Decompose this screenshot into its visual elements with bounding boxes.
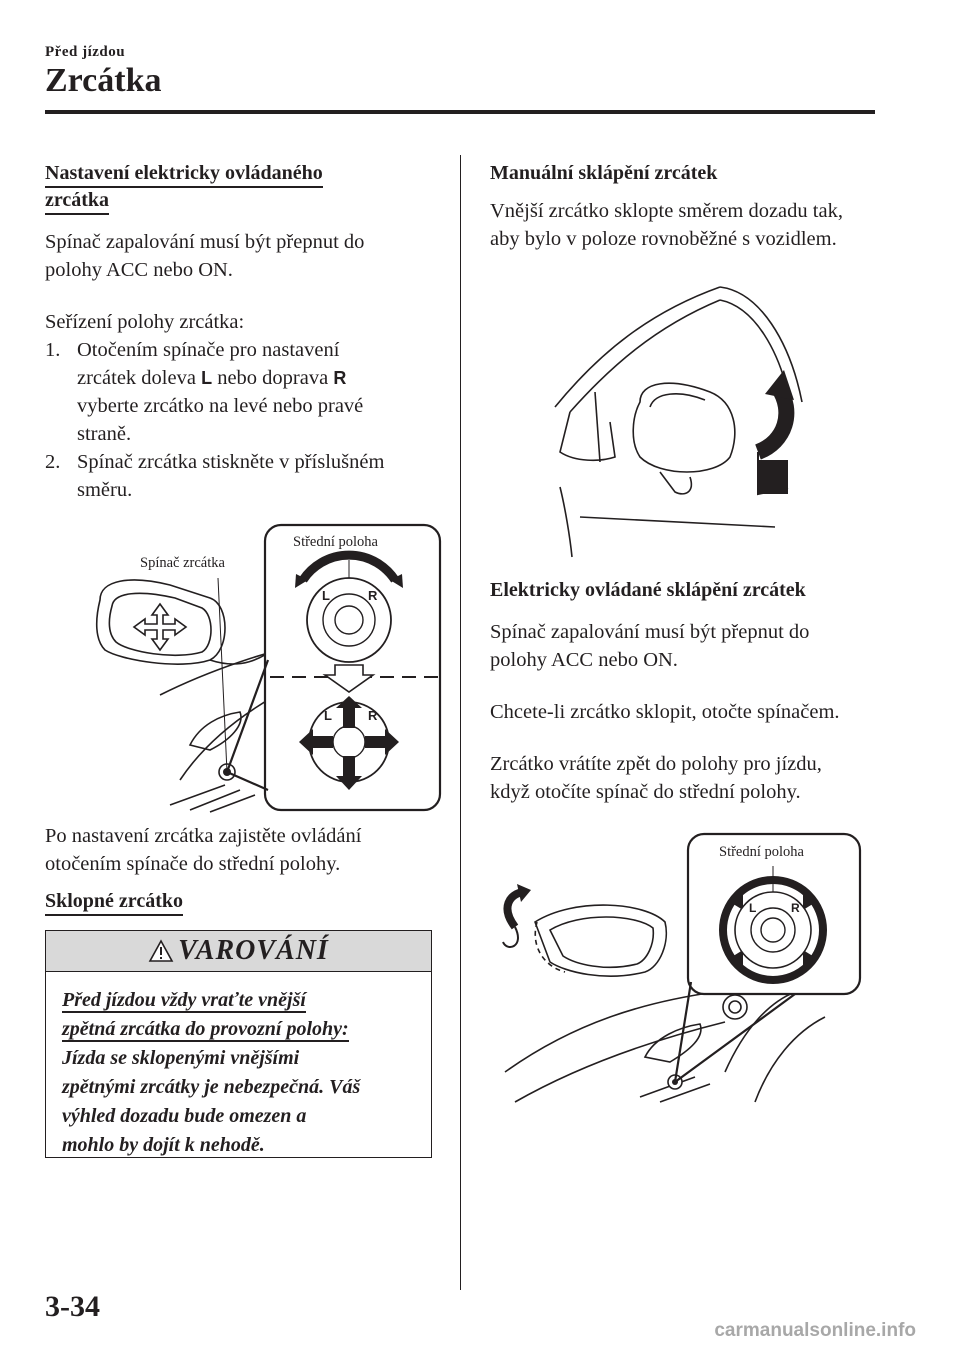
paragraph-fold: Chcete-li zrcátko sklopit, otočte spínačem. xyxy=(490,701,840,723)
figure-electric-fold xyxy=(495,832,865,1122)
warning-header xyxy=(46,931,431,972)
right-column-lower xyxy=(490,577,890,806)
chapter-title: Před jízdou xyxy=(45,44,126,60)
paragraph-return: Zrcátko vrátíte zpět do polohy pro jízdu, když otočíte spínač do střední polohy. xyxy=(490,753,822,803)
warning-title: VAROVÁNÍ xyxy=(178,935,329,966)
right-column xyxy=(490,160,890,253)
heading-electric-mirror: Nastavení elektricky ovládaného zrcátka xyxy=(45,160,440,214)
electric-fold-illustration xyxy=(495,832,865,1122)
heading-manual-folding: Manuální sklápění zrcátek xyxy=(490,162,718,184)
watermark-text: carmanualsonline.info xyxy=(714,1320,916,1341)
heading-folding-mirror: Sklopné zrcátko xyxy=(45,888,440,915)
figure-manual-fold xyxy=(540,282,810,562)
warning-text: Před jízdou vždy vraťte vnější zpětná zrcátka do provozní polohy: Jízda se sklopenými vnějšími zpětnými zrcátky je nebezpečná. Váš výhled dozadu bude omezen a mohlo by dojít k nehodě. xyxy=(62,989,361,1156)
warning-triangle-icon xyxy=(148,939,174,963)
paragraph-ignition: Spínač zapalování musí být přepnut do polohy ACC nebo ON. xyxy=(45,231,365,281)
knob-l-label: L xyxy=(322,588,330,603)
knob-r-label: R xyxy=(791,901,800,915)
paragraph-adjust: Seřízení polohy zrcátka: xyxy=(45,311,245,333)
figure-mirror-switch xyxy=(90,520,445,815)
warning-box xyxy=(45,930,432,1158)
paragraph-ignition-right: Spínač zapalování musí být přepnut do polohy ACC nebo ON. xyxy=(490,621,810,671)
knob-l-label: L xyxy=(749,901,757,915)
header-rule xyxy=(45,110,875,114)
knob-l-label: L xyxy=(324,708,332,723)
label-mirror-switch: Spínač zrcátka xyxy=(140,555,225,571)
paragraph-manual-folding: Vnější zrcátko sklopte směrem dozadu tak, aby bylo v poloze rovnoběžné s vozidlem. xyxy=(490,200,843,250)
column-divider xyxy=(460,155,461,1290)
section-title: Zrcátka xyxy=(45,62,162,99)
knob-r-label: R xyxy=(368,588,378,603)
manual-fold-illustration xyxy=(540,282,810,562)
label-middle-position: Střední poloha xyxy=(719,844,804,860)
paragraph-lock: Po nastavení zrcátka zajistěte ovládání otočením spínače do střední polohy. xyxy=(45,825,362,875)
left-column xyxy=(45,160,440,504)
list-item: 2. Spínač zrcátka stiskněte v příslušném směru. xyxy=(45,451,385,501)
heading-electric-folding: Elektricky ovládané sklápění zrcátek xyxy=(490,579,806,601)
list-item: 1. Otočením spínače pro nastavení zrcátek doleva L nebo doprava R vyberte zrcátko na levé nebo pravé straně. xyxy=(45,339,364,445)
knob-r-label: R xyxy=(368,708,378,723)
page-number: 3-34 xyxy=(45,1290,100,1323)
left-column-lower xyxy=(45,822,440,915)
label-middle-position: Střední poloha xyxy=(293,534,378,550)
l-glyph: L xyxy=(201,368,213,388)
r-glyph: R xyxy=(333,368,347,388)
